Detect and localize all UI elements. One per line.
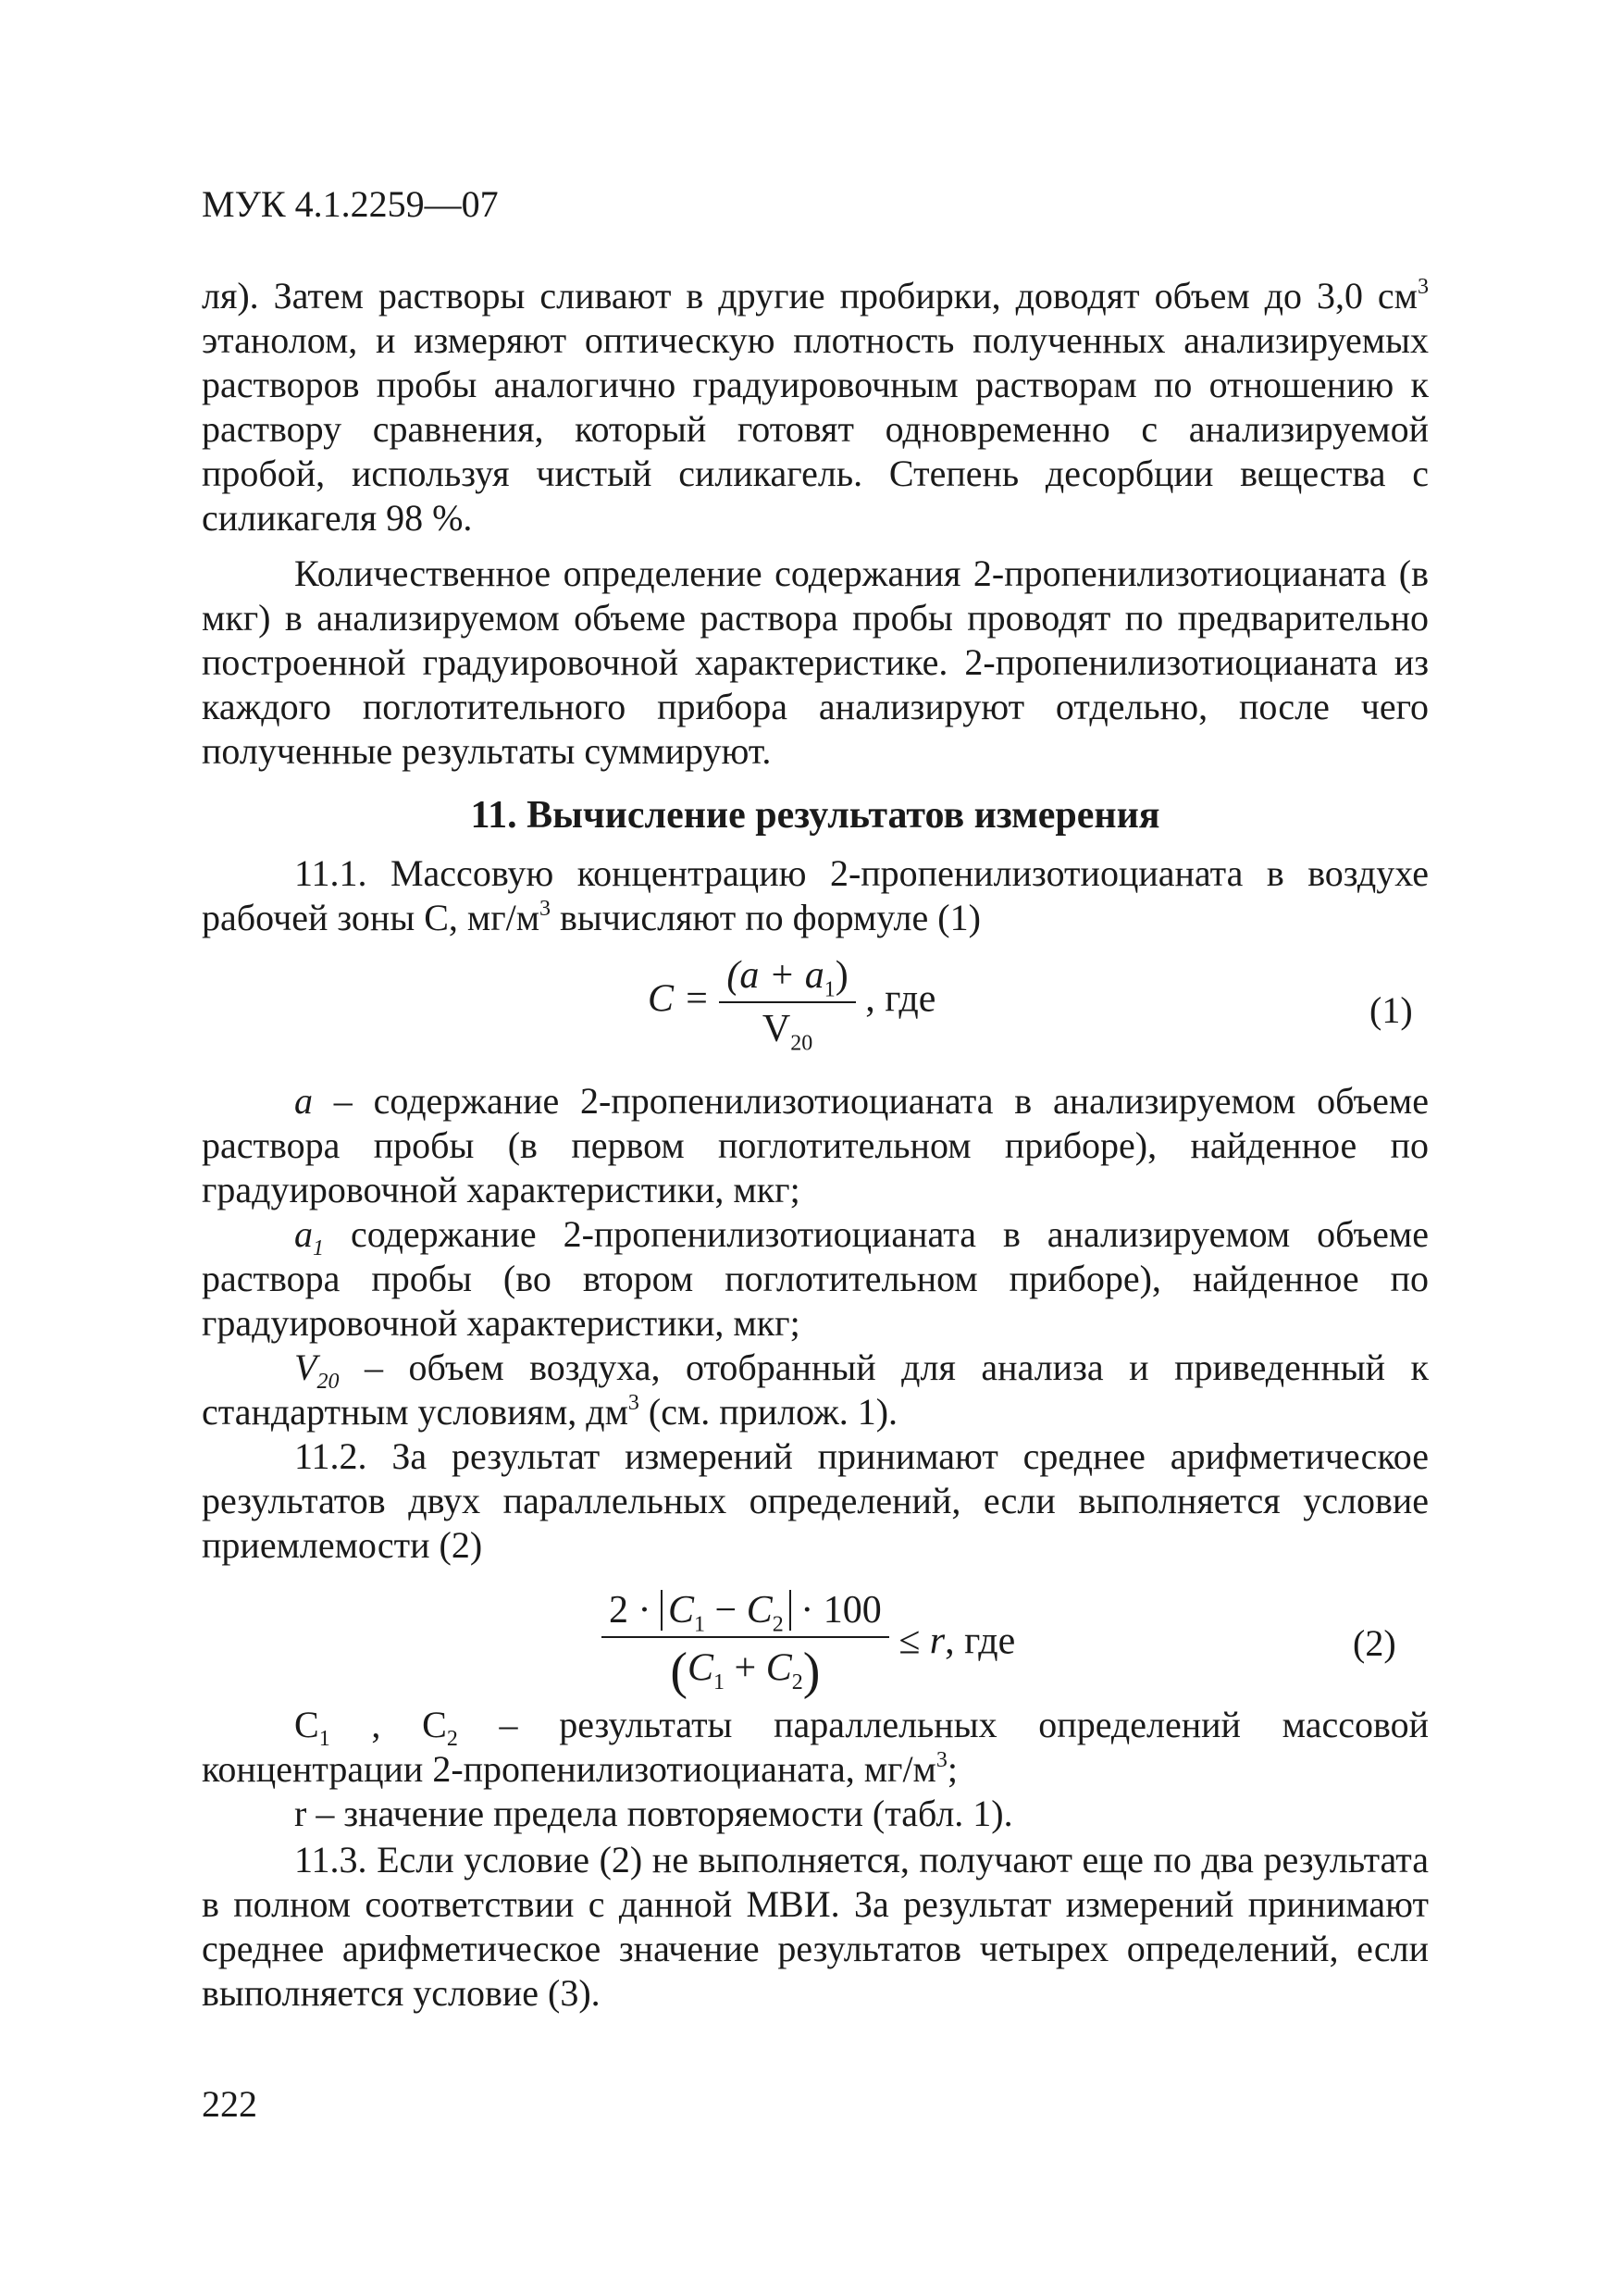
formula-1: C = $\frac{(a + a_1)}{V_{20}}$ , где (648, 954, 936, 1056)
formula-1-number: (1) (1369, 989, 1413, 1031)
definition-a1: $a_1$ содержание 2-пропенилизотиоцианата в анализируемом объеме раствора пробы (во втором поглотительном приборе), найденное по градуировочной характеристики, мкг; (202, 1213, 1429, 1344)
definition-a: a – содержание 2-пропенилизотиоцианата в анализируемом объеме раствора пробы (в первом поглотительном приборе), найденное по градуировочной характеристики, мкг; (202, 1080, 1429, 1210)
paragraph-2: Количественное определение содержания 2-пропенилизотиоцианата (в мкг) в анализируемом объеме раствора пробы проводят по предварительно построенной градуировочной характеристике. 2-пропенилизотиоцианата из каждого поглотительного прибора анализируют отдельно, после чего полученные результаты суммируют. (202, 552, 1429, 772)
formula-1-fraction: $\frac{(a + a_1)}{V_{20}}$ (719, 953, 855, 1051)
absolute-value: $C_1 - C_2$ (661, 1590, 791, 1631)
formula-2-fraction: $\frac{2 \cdot C_1 - C_2 \cdot 100}{(C_1 + C_2)}$ (601, 1588, 889, 1701)
formula-2: $\frac{2 \cdot C_1 - C_2 \cdot 100}{(C_1 + C_2)}$ ≤ r, где (601, 1588, 1015, 1701)
paragraph-1: ля). Затем растворы сливают в другие пробирки, доводят объем до 3,0 $см^3$ этанолом, и измеряют оптическую плотность полученных анализируемых растворов пробы аналогично градуировочным растворам по отношению к раствору сравнения, который готовят одновременно с анализируемой пробой, используя чистый силикагель. Степень десорбции вещества с силикагеля 98 %. (202, 274, 1429, 539)
formula-2-number: (2) (1353, 1622, 1396, 1664)
section-11-1: 11.1. Массовую концентрацию 2-пропенилизотиоцианата в воздухе рабочей зоны С, $мг/м^3$ вычисляют по формуле (1) (202, 852, 1429, 938)
page-number: 222 (202, 2083, 257, 2125)
section-title: 11. Вычисление результатов измерения (470, 794, 1160, 837)
section-11-2: 11.2. За результат измерений принимают среднее арифметическое результатов двух параллельных определений, если выполняется условие приемлемости (2) (202, 1435, 1429, 1566)
definition-c1-c2: $C_1$ , $C_2$ – результаты параллельных определений массовой концентрации 2-пропенилизотиоцианата, $мг/м^3$; (202, 1704, 1429, 1790)
definition-r: r – значение предела повторяемости (табл. 1). (294, 1793, 1013, 1834)
section-11-3: 11.3. Если условие (2) не выполняется, получают еще по два результата в полном соответствии с данной МВИ. За результат измерений принимают среднее арифметическое значение результатов четырех определений, если выполняется условие (3). (202, 1839, 1429, 2014)
definition-v20: $V_{20}$ – объем воздуха, отобранный для анализа и приведенный к стандартным условиям, $дм^3$ (см. прилож. 1). (202, 1347, 1429, 1433)
document-code: МУК 4.1.2259—07 (202, 183, 499, 225)
